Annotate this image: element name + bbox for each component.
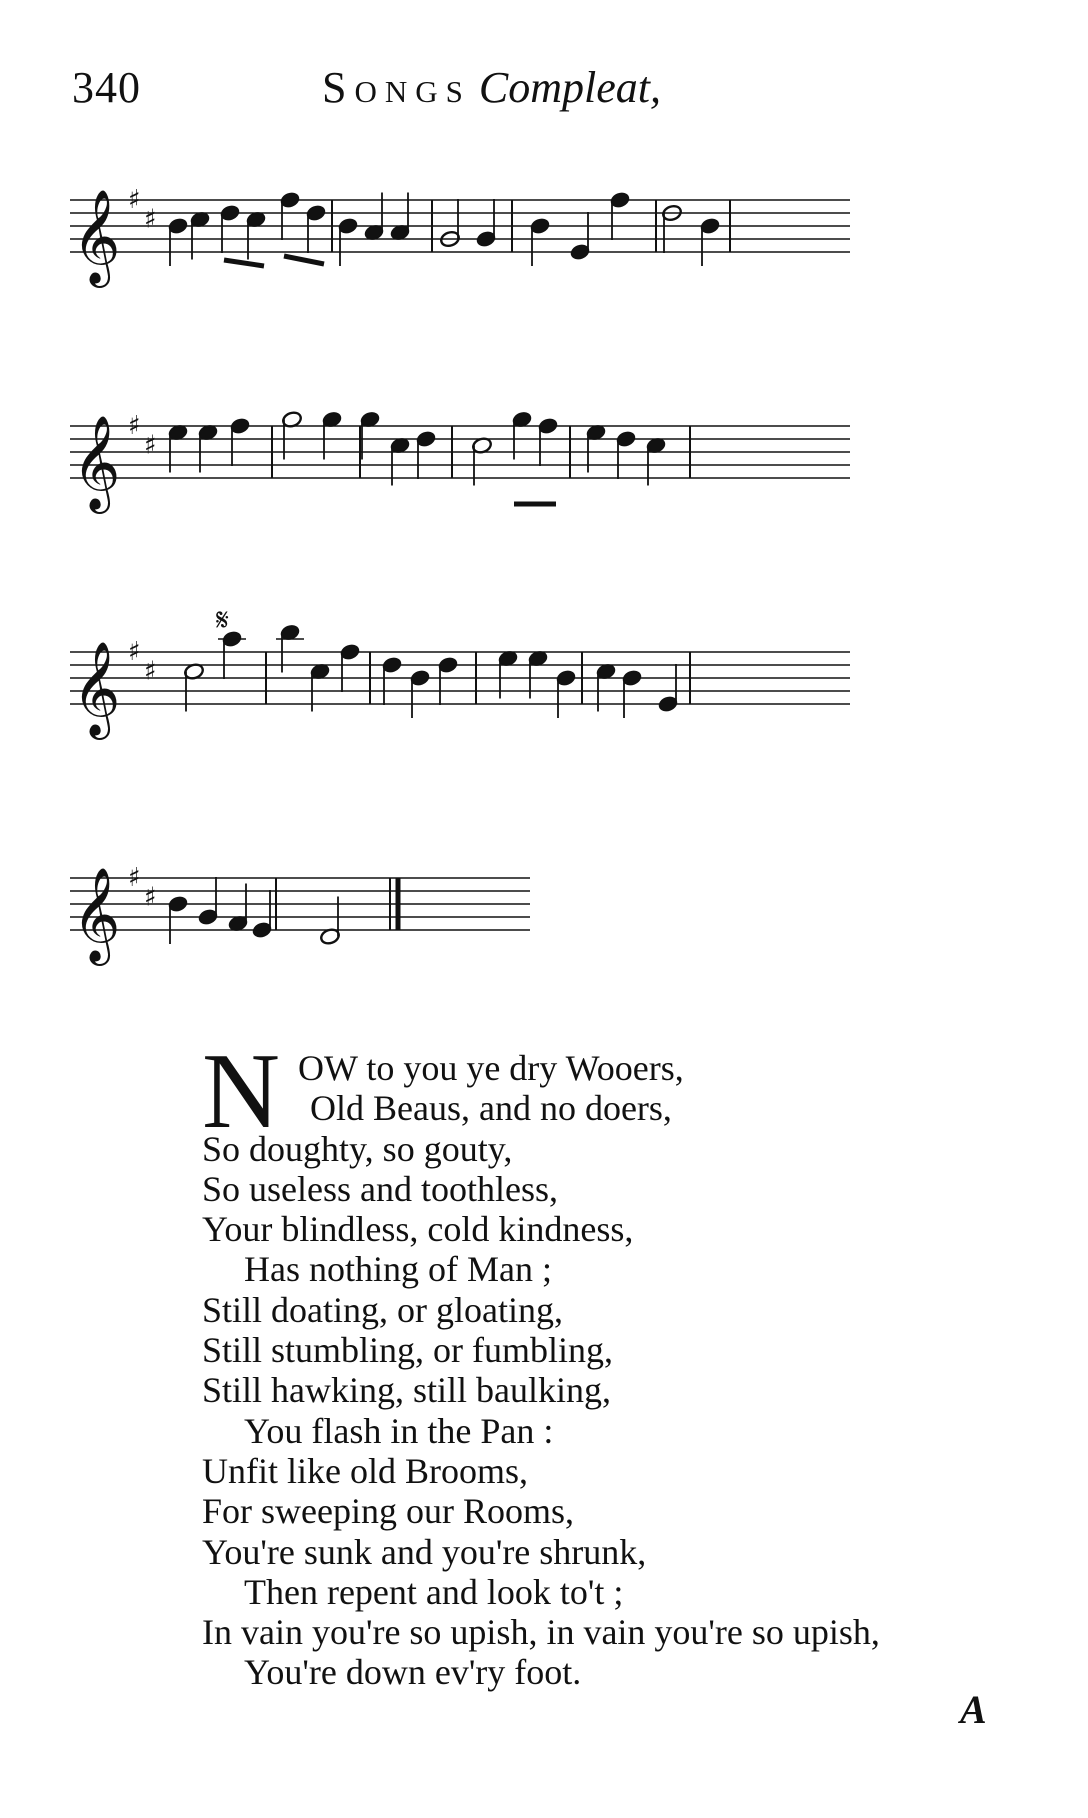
lyric-text: You're sunk and you're shrunk, bbox=[202, 1531, 647, 1572]
lyric-text: Your blindless, cold kindness, bbox=[202, 1209, 634, 1250]
lyric-text: Still stumbling, or fumbling, bbox=[202, 1330, 614, 1371]
sharp-sign: ♯ bbox=[128, 411, 141, 441]
lyric-line bbox=[198, 1129, 1018, 1169]
lyric-line bbox=[198, 1491, 1018, 1531]
lyric-line bbox=[198, 1411, 1018, 1451]
lyric-line bbox=[198, 1572, 1018, 1612]
sharp-sign: ♯ bbox=[144, 204, 157, 235]
sharp-sign: ♯ bbox=[144, 430, 157, 461]
page-number: 340 bbox=[72, 63, 141, 112]
lyric-text: You're down ev'ry foot. bbox=[244, 1652, 582, 1693]
segno-sign: 𝄋 bbox=[216, 603, 229, 638]
sharp-sign: ♯ bbox=[128, 637, 141, 667]
music-system-2 bbox=[70, 386, 970, 516]
music-system-4 bbox=[70, 838, 970, 968]
lyric-line bbox=[198, 1249, 1018, 1289]
sharp-sign: ♯ bbox=[128, 863, 141, 893]
music-system-3 bbox=[70, 603, 970, 742]
lyric-text: In vain you're so upish, in vain you're so upish, bbox=[202, 1612, 880, 1653]
running-head-songs: Songs bbox=[322, 63, 471, 112]
lyric-text: Still doating, or gloating, bbox=[202, 1289, 563, 1330]
lyric-text: So useless and toothless, bbox=[202, 1168, 558, 1209]
lyric-text: Unfit like old Brooms, bbox=[202, 1450, 528, 1491]
lyric-line bbox=[198, 1290, 1018, 1330]
lyric-text: So doughty, so gouty, bbox=[202, 1128, 513, 1169]
beam bbox=[224, 260, 264, 266]
lyric-line bbox=[198, 1451, 1018, 1491]
treble-clef: 𝄞 bbox=[72, 641, 121, 736]
drop-cap: N bbox=[202, 1032, 280, 1151]
treble-clef: 𝄞 bbox=[72, 415, 121, 510]
running-head-compleat: Compleat, bbox=[478, 63, 661, 112]
beam bbox=[284, 256, 324, 264]
lyric-line bbox=[198, 1532, 1018, 1572]
song-lyrics bbox=[198, 1032, 1018, 1693]
lyric-line bbox=[198, 1370, 1018, 1410]
lyric-line bbox=[198, 1330, 1018, 1370]
lyric-text: Then repent and look to't ; bbox=[244, 1571, 624, 1612]
lyric-line bbox=[198, 1612, 1018, 1652]
treble-clef: 𝄞 bbox=[72, 189, 121, 284]
lyric-text: Has nothing of Man ; bbox=[244, 1249, 552, 1290]
sharp-sign: ♯ bbox=[128, 185, 141, 215]
sharp-sign: ♯ bbox=[144, 656, 157, 687]
sharp-sign: ♯ bbox=[144, 882, 157, 913]
lyric-text: For sweeping our Rooms, bbox=[202, 1491, 574, 1532]
music-system-1 bbox=[70, 160, 970, 290]
lyric-text: You flash in the Pan : bbox=[244, 1410, 554, 1451]
lyric-line bbox=[198, 1652, 1018, 1692]
running-head bbox=[322, 62, 661, 113]
lyric-text: Still hawking, still baulking, bbox=[202, 1370, 612, 1411]
lyric-line bbox=[198, 1209, 1018, 1249]
catchword: A bbox=[960, 1687, 987, 1732]
lyric-text: OW to you ye dry Wooers, bbox=[298, 1048, 684, 1088]
lyric-line bbox=[198, 1088, 1018, 1128]
lyric-line bbox=[198, 1169, 1018, 1209]
treble-clef: 𝄞 bbox=[72, 867, 121, 962]
lyric-text: Old Beaus, and no doers, bbox=[310, 1088, 672, 1129]
